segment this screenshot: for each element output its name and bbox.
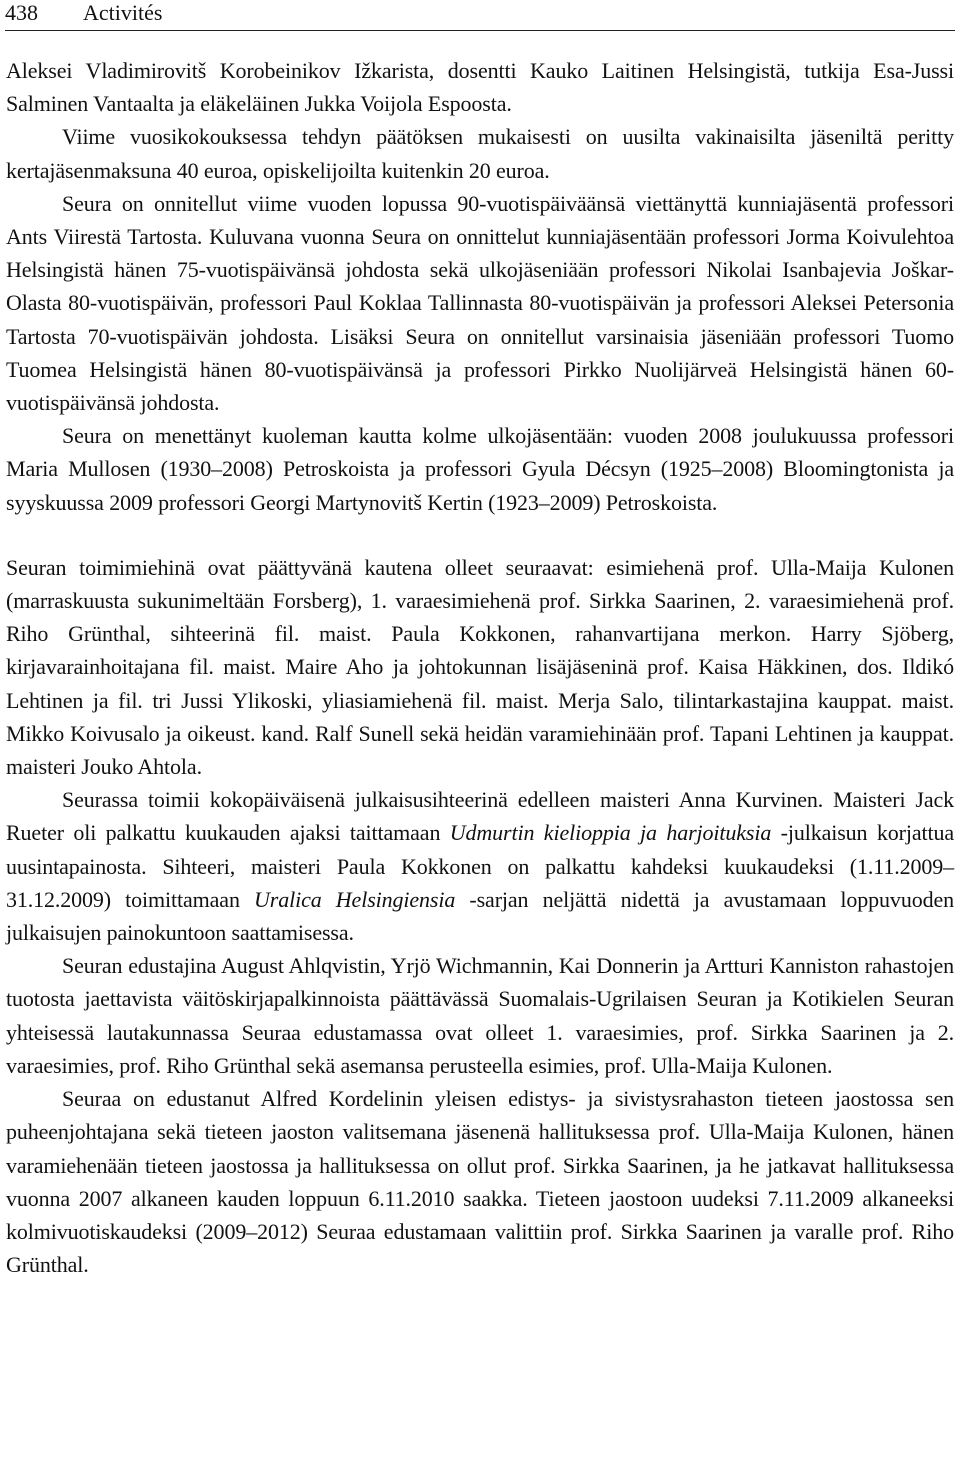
paragraph-kordelin-fund: Seuraa on edustanut Alfred Kordelinin yleisen edistys- ja sivistysrahaston tieteen jaostossa sen puheenjohtajana sekä tieteen jaoston valitsemana jäsenenä hallituksessa prof. Ulla-Maija Kulonen, hänen varamiehenään tieteen jaostossa ja hallituksessa on ollut prof. Sirkka Saarinen, ja he jatkavat hallituksessa vuonna 2007 alkaneen kauden loppuun 6.11.2010 saakka. Tieteen jaostoon uudeksi 7.11.2009 alkaneeksi kolmivuotiskaudeksi (2009–2012) Seuraa edustamaan valittiin prof. Sirkka Saarinen ja varalle prof. Riho Grünthal. [6,1086,954,1278]
paragraph-congratulations: Seura on onnitellut viime vuoden lopussa 90-vuotispäiväänsä viettänyttä kunniajäsentä professori Ants Viirestä Tartosta. Kuluvana vuonna Seura on onnittelut kunniajäsentään professori Jorma Koivulehtoa Helsingistä hänen 75-vuotispäivänsä johdosta sekä ulkojäseniään professori Nikolai Isanbajevia Joškar-Olasta 80-vuotispäivän, professori Paul Koklaa Tallinnasta 80-vuotispäivän ja professori Aleksei Petersonia Tartosta 70-vuotispäivän johdosta. Lisäksi Seura on onnitellut varsinaisia jäseniään professori Tuomo Tuomea Helsingistä hänen 80-vuotispäivänsä ja professori Pirkko Nuolijärveä Helsingistä hänen 60-vuotispäivänsä johdosta. [6,190,954,416]
publication-text-middle: -julkaisun korjattua uusintapainosta. Sihteeri, maisteri Paula Kokkonen on palkattu kahdeksi kuukaudeksi (1.11.2009–31.12.2009) toimittamaan [6,820,954,912]
publication-text-before: Seurassa toimii kokopäiväisenä julkaisusihteerinä edelleen maisteri Anna Kurvinen. Maisteri Jack Rueter oli palkattu kuukauden ajaksi taittamaan [6,787,954,846]
publication-title-uralica: Uralica Helsingiensia [254,886,456,912]
section-gap [6,519,954,551]
paragraph-new-members: Aleksei Vladimirovitš Korobeinikov Ižkarista, dosentti Kauko Laitinen Helsingistä, tutkija Esa-Jussi Salminen Vantaalta ja eläkeläinen Jukka Voijola Espoosta. [6,58,954,117]
body-text [6,54,954,1281]
paragraph-publication-staff [6,783,954,949]
paragraph-officers: Seuran toimimiehinä ovat päättyvänä kautena olleet seuraavat: esimiehenä prof. Ulla-Maija Kulonen (marraskuusta sukunimeltään Forsberg), 1. varaesimiehenä prof. Sirkka Saarinen, 2. varaesimiehenä prof. Riho Grünthal, sihteerinä fil. maist. Paula Kokkonen, rahanvartijana merkon. Harry Sjöberg, kirjavarainhoitajana fil. maist. Maire Aho ja johtokunnan lisäjäseninä prof. Kaisa Häkkinen, dos. Ildikó Lehtinen ja fil. tri Jussi Ylikoski, yliasiamiehenä fil. maist. Merja Salo, tilintarkastajina kauppat. maist. Mikko Koivusalo ja oikeust. kand. Ralf Sunell sekä heidän varamiehinään prof. Tapani Lehtinen ja kauppat. maisteri Jouko Ahtola. [6,554,954,780]
publication-text-after: -sarjan neljättä nidettä ja avustamaan loppuvuoden julkaisujen painokuntoon saattamisessa. [6,886,954,946]
paragraph-award-committee: Seuran edustajina August Ahlqvistin, Yrjö Wichmannin, Kai Donnerin ja Artturi Kanniston rahastojen tuotosta jaettavista väitöskirjapalkinnoista päättävässä Suomalais-Ugrilaisen Seuran ja Kotikielen Seuran yhteisessä lautakunnassa Seuraa edustamassa ovat olleet 1. varaesimies, prof. Sirkka Saarinen ja 2. varaesimies, prof. Riho Grünthal sekä asemansa perusteella esimies, prof. Ulla-Maija Kulonen. [6,953,954,1078]
paragraph-membership-fee: Viime vuosikokouksessa tehdyn päätöksen mukaisesti on uusilta vakinaisilta jäseniltä peritty kertajäsenmaksuna 40 euroa, opiskelijoilta kuitenkin 20 euroa. [6,124,954,183]
running-header [5,0,955,31]
publication-title-udmurt: Udmurtin kielioppia ja harjoituksia [449,820,772,846]
page-number: 438 [5,0,38,25]
running-title: Activités [83,0,163,25]
paragraph-deceased-members: Seura on menettänyt kuoleman kautta kolme ulkojäsentään: vuoden 2008 joulukuussa professori Maria Mullosen (1930–2008) Petroskoista ja professori Gyula Décsyn (1925–2008) Bloomingtonista ja syyskuussa 2009 professori Georgi Martynovitš Kertin (1923–2009) Petroskoista. [6,423,954,515]
